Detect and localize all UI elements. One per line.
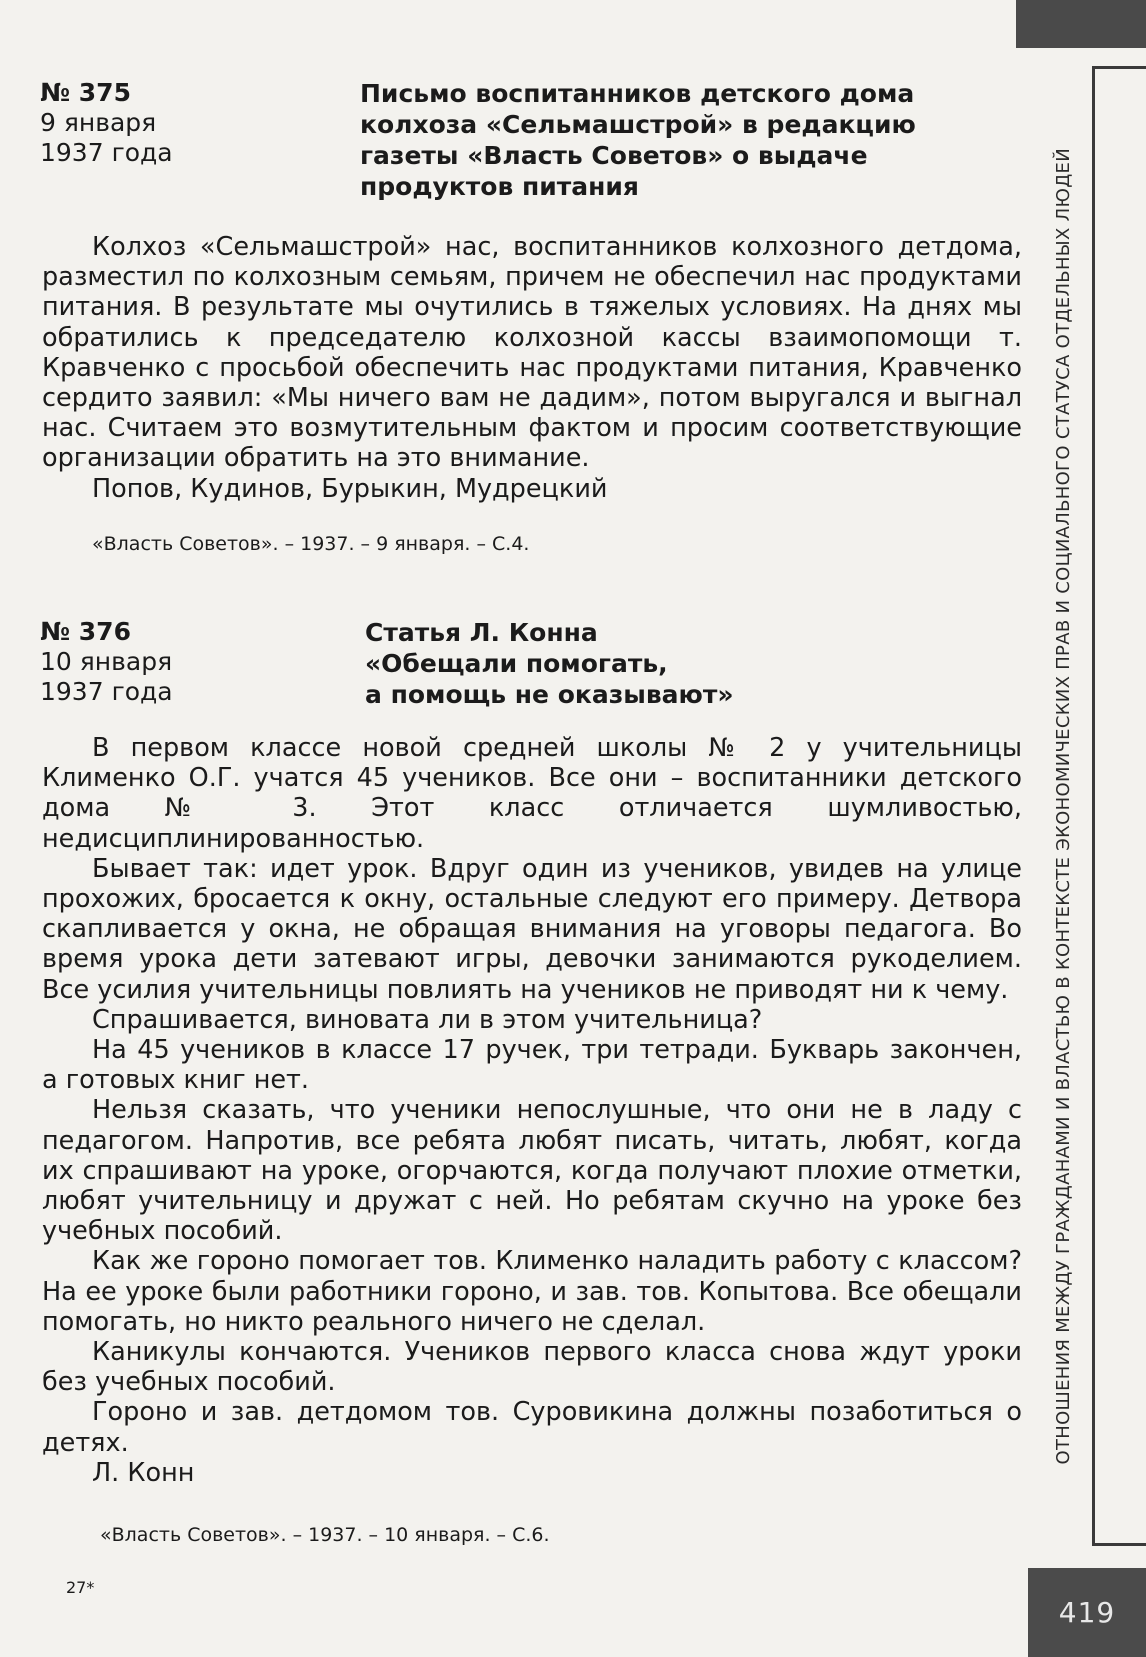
doc-376-paragraph: В первом классе новой средней школы № 2 у учительницы Клименко О.Г. учатся 45 учеников. Все они – воспитанники детского дома № 3. Этот класс отличается шумливостью, недисциплинированностью. [42,733,1022,854]
side-title-text: ОТНОШЕНИЯ МЕЖДУ ГРАЖДАНАМИ И ВЛАСТЬЮ В КОНТЕКСТЕ ЭКОНОМИЧЕСКИХ ПРАВ И СОЦИАЛЬНОГО СТАТУСА ОТДЕЛЬНЫХ ЛЮДЕЙ [1052,147,1074,1465]
doc-376-paragraph: Нельзя сказать, что ученики непослушные, что они не в ладу с педагогом. Напротив, все ребята любят писать, читать, любят, когда их спрашивают на уроке, огорчаются, когда получают плохие отметки, любят учительницу и дружат с ней. Но ребятам скучно на уроке без учебных пособий. [42,1095,1022,1247]
doc-376-paragraph: На 45 учеников в классе 17 ручек, три тетради. Букварь закончен, а готовых книг нет. [42,1035,1022,1096]
doc-376-paragraph: Спрашивается, виновата ли в этом учительница? [92,1004,763,1035]
doc-375-number: № 375 [40,78,131,107]
doc-376-title [365,617,965,710]
doc-376-meta [40,617,173,707]
doc-376-body [42,733,1022,1488]
doc-375-title: Письмо воспитанников детского дома колхоза «Сельмашстрой» в редакцию газеты «Власть Советов» о выдаче продуктов питания [360,79,916,201]
doc-376-paragraph: Каникулы кончаются. Учеников первого класса снова ждут уроки без учебных пособий. [42,1337,1022,1398]
doc-375-signature: Попов, Кудинов, Бурыкин, Мудрецкий [92,473,608,504]
doc-375-date-day: 9 января [40,108,157,137]
doc-375-meta [40,78,173,168]
doc-376-title-line-3: а помощь не оказывают» [365,680,734,709]
doc-375-date-year: 1937 года [40,138,173,167]
page-number-box [1028,1568,1146,1657]
footer-mark: 27* [66,1578,95,1597]
doc-375-paragraph: Колхоз «Сельмашстрой» нас, воспитанников колхозного детдома, разместил по колхозным семьям, причем не обеспечил нас продуктами питания. В результате мы очутились в тяжелых условиях. На днях мы обратились к председателю колхозной кассы взаимопомощи т. Кравченко с просьбой обеспечить нас продуктами питания, Кравченко сердито заявил: «Мы ничего вам не дадим», потом выругался и выгнал нас. Считаем это возмутительным фактом и просим соответствующие организации обратить на это внимание. [42,232,1022,474]
doc-376-source: «Власть Советов». – 1937. – 10 января. – С.6. [100,1524,550,1546]
side-frame [1092,66,1146,1546]
doc-375-source: «Власть Советов». – 1937. – 9 января. – С.4. [92,533,530,555]
side-title [1040,66,1086,1546]
corner-tab [1016,0,1146,48]
page-number: 419 [1058,1596,1116,1629]
doc-376-paragraph: Гороно и зав. детдомом тов. Суровикина должны позаботиться о детях. [42,1397,1022,1458]
doc-376-number: № 376 [40,617,131,646]
doc-376-signature: Л. Конн [92,1457,195,1488]
doc-376-paragraph: Как же гороно помогает тов. Клименко наладить работу с классом? На ее уроке были работники гороно, и зав. тов. Копытова. Все обещали помогать, но никто реального ничего не сделал. [42,1246,1022,1337]
doc-376-paragraph: Бывает так: идет урок. Вдруг один из учеников, увидев на улице прохожих, бросается к окну, остальные следуют его примеру. Детвора скапливается у окна, не обращая внимания на уговоры педагога. Во время урока дети затевают игры, девочки занимаются рукоделием. Все усилия учительницы повлиять на учеников не приводят ни к чему. [42,853,1022,1005]
doc-375-body [42,232,1022,504]
doc-376-date-day: 10 января [40,647,173,676]
doc-376-title-line-1: Статья Л. Конна [365,618,598,647]
doc-376-date-year: 1937 года [40,677,173,706]
doc-376-title-line-2: «Обещали помогать, [365,649,668,678]
